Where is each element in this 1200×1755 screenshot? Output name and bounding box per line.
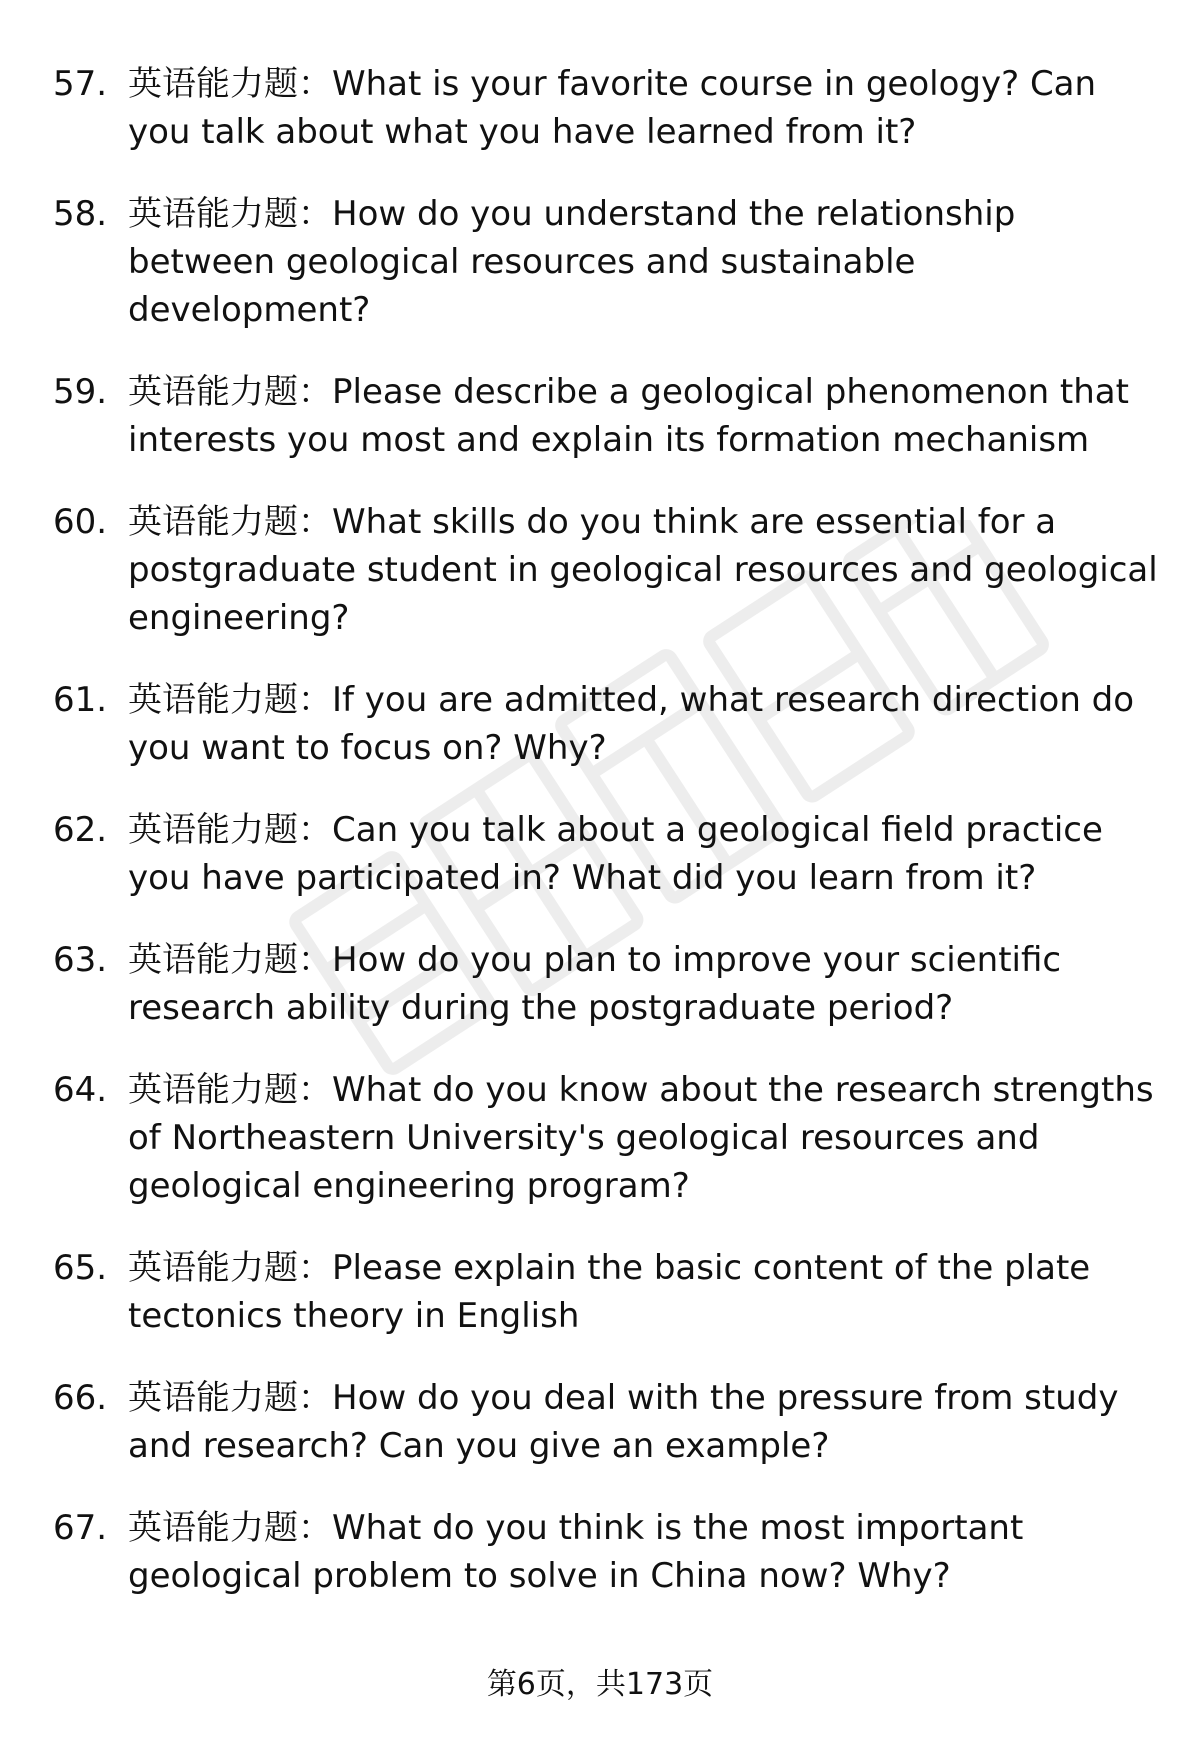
question-number: 58. [53, 194, 108, 234]
question-item [53, 1066, 1163, 1210]
question-item [53, 368, 1163, 464]
question-text: How do you plan to improve your scientific research ability during the postgraduate period? [128, 940, 1062, 1028]
question-text: If you are admitted, what research direction do you want to focus on? Why? [128, 680, 1135, 768]
question-tag: 英语能力题： [128, 1070, 332, 1110]
question-number: 66. [53, 1378, 108, 1418]
question-text: Can you talk about a geological field practice you have participated in? What did you learn from it? [128, 810, 1103, 898]
question-tag: 英语能力题： [128, 1248, 332, 1288]
question-tag: 英语能力题： [128, 680, 332, 720]
question-text: Please explain the basic content of the plate tectonics theory in English [128, 1248, 1091, 1336]
question-item [53, 498, 1163, 642]
question-tag: 英语能力题： [128, 64, 332, 104]
question-list [53, 60, 1163, 1634]
question-text: What is your favorite course in geology? Can you talk about what you have learned from it? [128, 64, 1097, 152]
question-item [53, 60, 1163, 156]
question-number: 65. [53, 1248, 108, 1288]
question-text: Please describe a geological phenomenon that interests you most and explain its formation mechanism [128, 372, 1129, 460]
question-text: How do you deal with the pressure from study and research? Can you give an example? [128, 1378, 1119, 1466]
question-tag: 英语能力题： [128, 810, 332, 850]
question-tag: 英语能力题： [128, 1508, 332, 1548]
question-item [53, 936, 1163, 1032]
question-tag: 英语能力题： [128, 1378, 332, 1418]
question-number: 62. [53, 810, 108, 850]
question-number: 60. [53, 502, 108, 542]
question-text: What do you know about the research strengths of Northeastern University's geological resources and geological engineering program? [128, 1070, 1154, 1206]
question-number: 57. [53, 64, 108, 104]
question-tag: 英语能力题： [128, 940, 332, 980]
question-text: What skills do you think are essential for a postgraduate student in geological resources and geological engineering? [128, 502, 1158, 638]
question-tag: 英语能力题： [128, 502, 332, 542]
question-tag: 英语能力题： [128, 194, 332, 234]
question-tag: 英语能力题： [128, 372, 332, 412]
question-number: 64. [53, 1070, 108, 1110]
question-number: 63. [53, 940, 108, 980]
question-item [53, 1244, 1163, 1340]
question-text: How do you understand the relationship between geological resources and sustainable development? [128, 194, 1016, 330]
question-item [53, 1374, 1163, 1470]
question-number: 67. [53, 1508, 108, 1548]
question-text: What do you think is the most important geological problem to solve in China now? Why? [128, 1508, 1024, 1596]
question-item [53, 190, 1163, 334]
question-item [53, 1504, 1163, 1600]
question-number: 61. [53, 680, 108, 720]
question-number: 59. [53, 372, 108, 412]
question-item [53, 806, 1163, 902]
question-item [53, 676, 1163, 772]
page-footer: 第6页，共173页 [486, 1667, 714, 1702]
